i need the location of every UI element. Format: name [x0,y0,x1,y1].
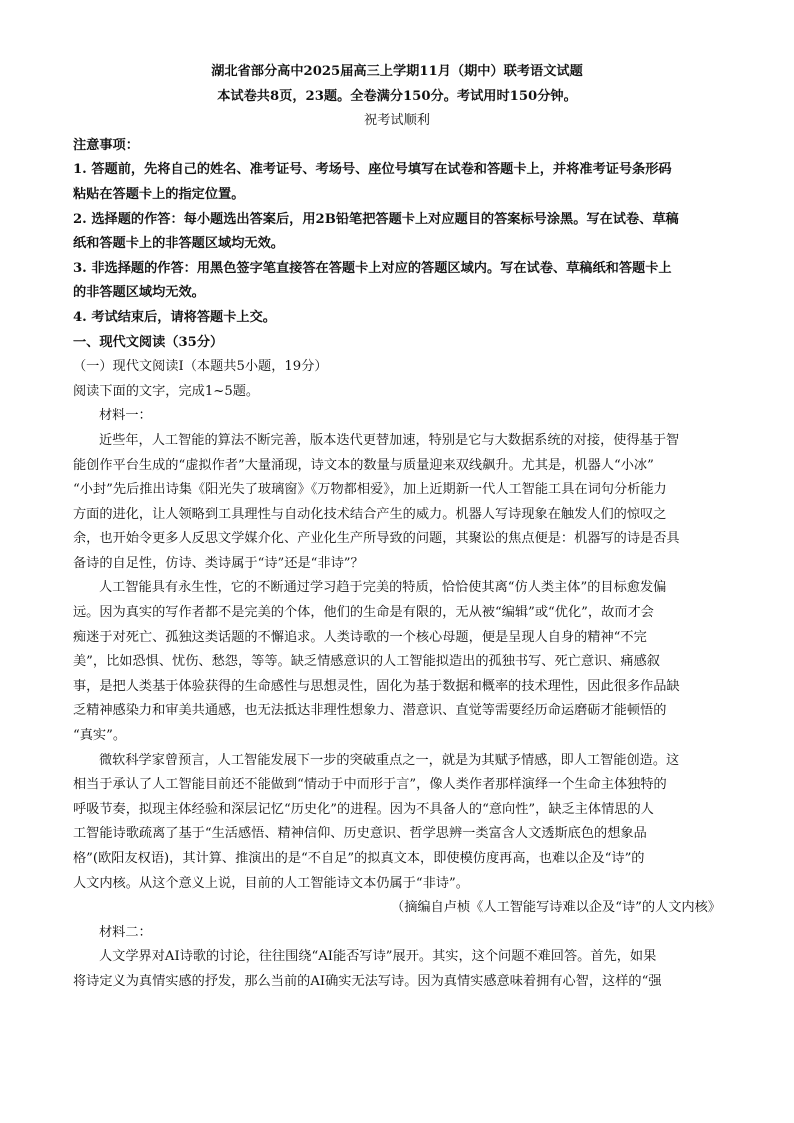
material1-line: 远。因为真实的写作者都不是完美的个体，他们的生命是有限的，无从被“编辑”或“优化”，故而才会 [73,605,654,621]
material1-line: 余，也开始令更多人反思文学媒介化、产业化生产所导致的问题，其聚讼的焦点便是：机器写的诗是否具 [73,531,680,547]
material1-line: 人工智能具有永生性，它的不断通过学习趋于完美的特质，恰恰使其离“仿人类主体”的目标愈发偏 [99,580,667,596]
material1-line: 微软科学家曾预言，人工智能发展下一步的突破重点之一，就是为其赋予情感，即人工智能创造。这 [99,752,680,768]
note-line: 纸和答题卡上的非答题区域均无效。 [73,236,284,252]
section-subheading: （一）现代文阅读Ⅰ（本题共5小题，19分） [73,359,328,375]
material1-line: 备诗的自足性，仿诗、类诗属于“诗”还是“非诗”？ [73,555,364,571]
material1-line: 方面的进化，让人领略到工具理性与自动化技术结合产生的威力。机器人写诗现象在触发人们的惊叹之 [73,506,667,522]
note-line: 4. 考试结束后，请将答题卡上交。 [73,309,276,325]
section-instruction: 阅读下面的文字，完成1~5题。 [73,383,260,399]
material1-source: （摘编自卢桢《人工智能写诗难以企及“诗”的人文内核》 [391,900,721,916]
material1-line: 能创作平台生成的“虚拟作者”大量涌现，诗文本的数量与质量迎来双线飙升。尤其是，机器人“小冰” [73,457,654,473]
exam-info: 本试卷共8页，23题。全卷满分150分。考试用时150分钟。 [217,88,577,104]
note-line: 2. 选择题的作答：每小题选出答案后，用2B铅笔把答题卡上对应题目的答案标号涂黑。写在试卷、草稿 [73,211,679,227]
material1-label: 材料一： [99,408,152,424]
note-line: 1. 答题前，先将自己的姓名、准考证号、考场号、座位号填写在试卷和答题卡上，并将准考证号条形码 [73,162,672,178]
material1-line: 呼吸节奏，拟现主体经验和深层记忆“历史化”的进程。因为不具备人的“意向性”，缺乏主体情思的人 [73,801,654,817]
material2-label: 材料二： [99,924,152,940]
notes-heading: 注意事项： [73,137,139,153]
material1-line: 工智能诗歌疏离了基于“生活感悟、精神信仰、历史意识、哲学思辨一类富含人文透斯底色的想象品 [73,826,647,842]
material1-line: 近些年，人工智能的算法不断完善，版本迭代更替加速，特别是它与大数据系统的对接，使得基于智 [99,432,680,448]
material1-line: 相当于承认了人工智能目前还不能做到“情动于中而形于言”，像人类作者那样演绎一个生命主体独特的 [73,777,667,793]
material1-line: 人文内核。从这个意义上说，目前的人工智能诗文本仍属于“非诗”。 [73,875,469,891]
exam-title: 湖北省部分高中2025届高三上学期11月（期中）联考语文试题 [211,64,583,79]
exam-wish: 祝考试顺利 [364,113,430,129]
material1-line: 乏精神感染力和审美共通感，也无法抵达非理性想象力、潜意识、直觉等需要经历命运磨砺才能顿悟的 [73,703,667,719]
note-line: 的非答题区域均无效。 [73,285,205,301]
material1-line: “真实”。 [73,728,127,744]
material1-line: 格”(欧阳友权语)，其计算、推演出的是“不自足”的拟真文本，即使模仿度再高，也难以企及“诗”的 [73,851,645,866]
note-line: 粘贴在答题卡上的指定位置。 [73,186,245,202]
section-heading: 一、现代文阅读（35分） [73,334,224,350]
note-line: 3. 非选择题的作答：用黑色签字笔直接答在答题卡上对应的答题区域内。写在试卷、草稿纸和答题卡上 [73,260,672,276]
material1-line: 美”，比如恐惧、忧伤、愁怨，等等。缺乏情感意识的人工智能拟造出的孤独书写、死亡意识、痛感叙 [73,654,660,670]
material1-line: 痴迷于对死亡、孤独这类话题的不懈追求。人类诗歌的一个核心母题，便是呈现人自身的精神“不完 [73,629,647,645]
material1-line: “小封”先后推出诗集《阳光失了玻璃窗》《万物都相爱》，加上近期新一代人工智能工具在词句分析能力 [73,482,667,498]
exam-page [73,60,721,995]
material2-line: 将诗定义为真情实感的抒发，那么当前的AI确实无法写诗。因为真情实感意味着拥有心智，这样的“强 [73,973,662,989]
material1-line: 事，是把人类基于体验获得的生命感性与思想灵性，固化为基于数据和概率的技术理性，因此很多作品缺 [73,678,680,694]
material2-line: 人文学界对AI诗歌的讨论，往往围绕“AI能否写诗”展开。其实，这个问题不难回答。首先，如果 [99,949,657,965]
